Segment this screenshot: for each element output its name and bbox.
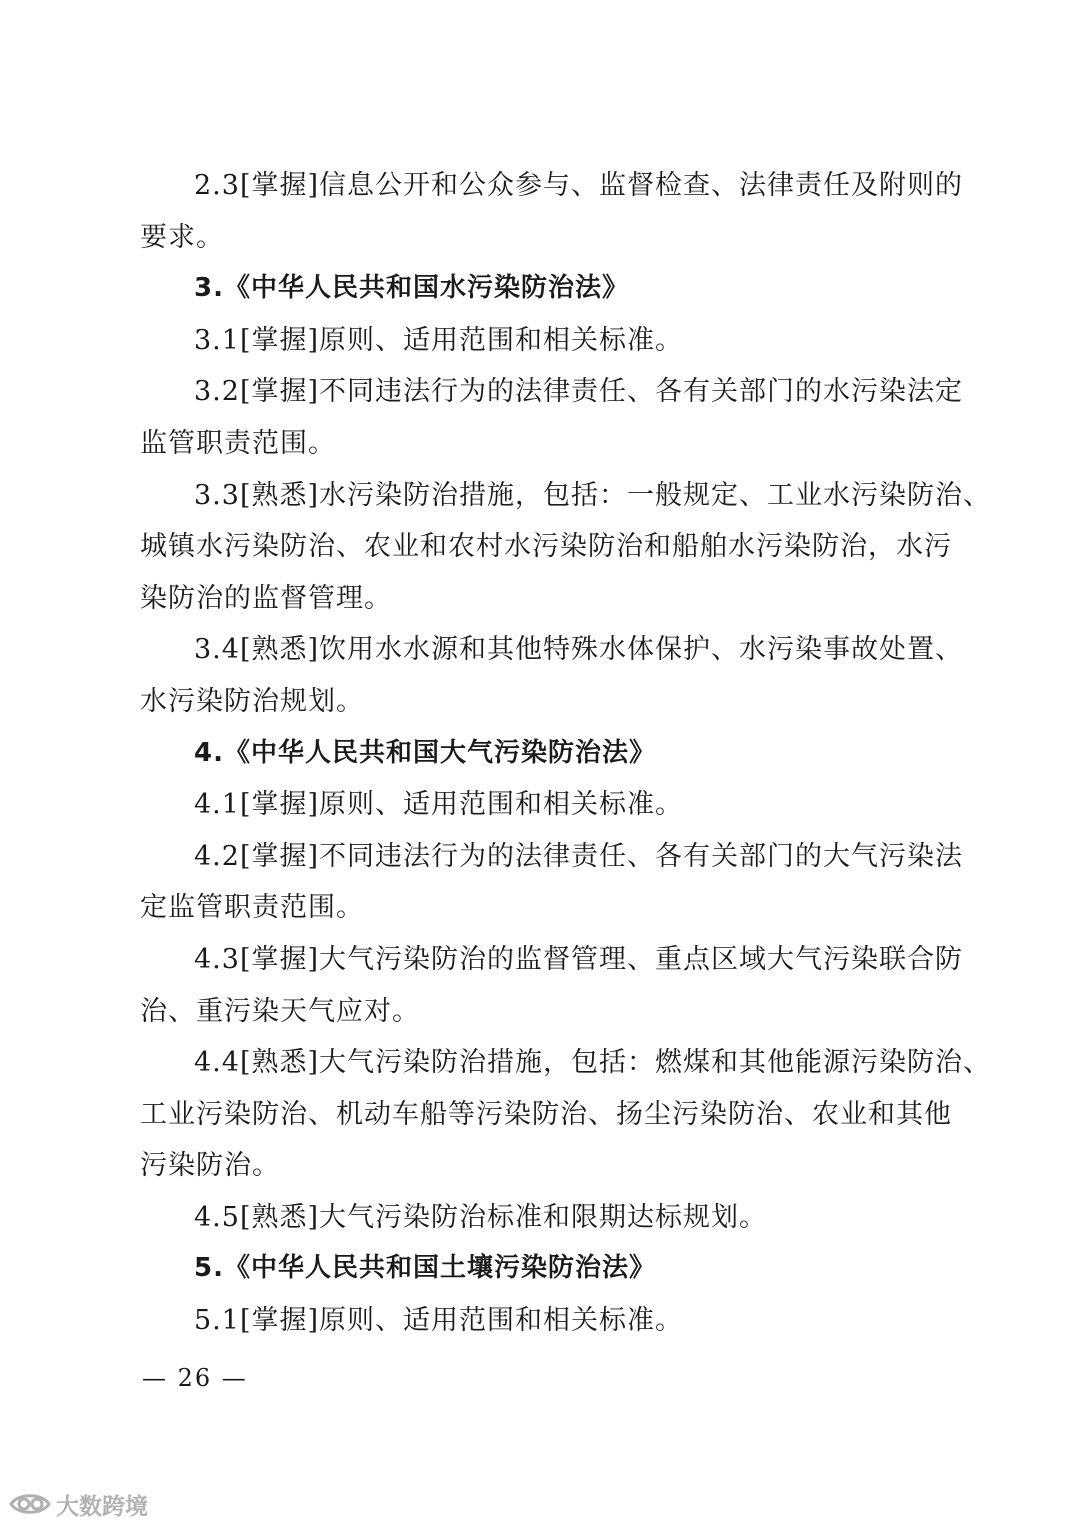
- body-line: 3.2[掌握]不同违法行为的法律责任、各有关部门的水污染法定: [194, 376, 964, 408]
- body-line: 4.1[掌握]原则、适用范围和相关标准。: [194, 789, 684, 821]
- document-body: [140, 160, 992, 1347]
- body-line: 染防治的监督管理。: [140, 582, 392, 614]
- body-line: 4.4[熟悉]大气污染防治措施，包括：燃煤和其他能源污染防治、: [194, 1047, 992, 1079]
- body-line: 污染防治。: [140, 1150, 280, 1182]
- body-line: 定监管职责范围。: [140, 892, 364, 924]
- body-line: 3.4[熟悉]饮用水水源和其他特殊水体保护、水污染事故处置、: [194, 634, 964, 666]
- section-heading: 4.《中华人民共和国大气污染防治法》: [194, 737, 656, 768]
- body-line: 3.1[掌握]原则、适用范围和相关标准。: [194, 324, 684, 356]
- body-line: 监管职责范围。: [140, 427, 336, 459]
- eye-logo-icon: [8, 1490, 52, 1518]
- body-line: 3.3[熟悉]水污染防治措施，包括：一般规定、工业水污染防治、: [194, 479, 992, 511]
- watermark: [8, 1487, 148, 1521]
- body-line: 工业污染防治、机动车船等污染防治、扬尘污染防治、农业和其他: [140, 1098, 952, 1130]
- section-heading: 5.《中华人民共和国土壤污染防治法》: [194, 1253, 656, 1284]
- body-line: 4.5[熟悉]大气污染防治标准和限期达标规划。: [194, 1201, 768, 1233]
- body-line: 治、重污染天气应对。: [140, 995, 420, 1027]
- body-line: 5.1[掌握]原则、适用范围和相关标准。: [194, 1305, 684, 1337]
- body-line: 城镇水污染防治、农业和农村水污染防治和船舶水污染防治，水污: [140, 531, 952, 563]
- section-heading: 3.《中华人民共和国水污染防治法》: [194, 273, 629, 304]
- watermark-text: 大数跨境: [56, 1493, 148, 1520]
- page-number: — 26 —: [142, 1364, 248, 1392]
- body-line: 要求。: [140, 221, 224, 253]
- body-line: 4.3[掌握]大气污染防治的监督管理、重点区域大气污染联合防: [194, 943, 964, 975]
- body-line: 4.2[掌握]不同违法行为的法律责任、各有关部门的大气污染法: [194, 840, 964, 872]
- body-line: 2.3[掌握]信息公开和公众参与、监督检查、法律责任及附则的: [194, 170, 964, 201]
- body-line: 水污染防治规划。: [140, 685, 364, 717]
